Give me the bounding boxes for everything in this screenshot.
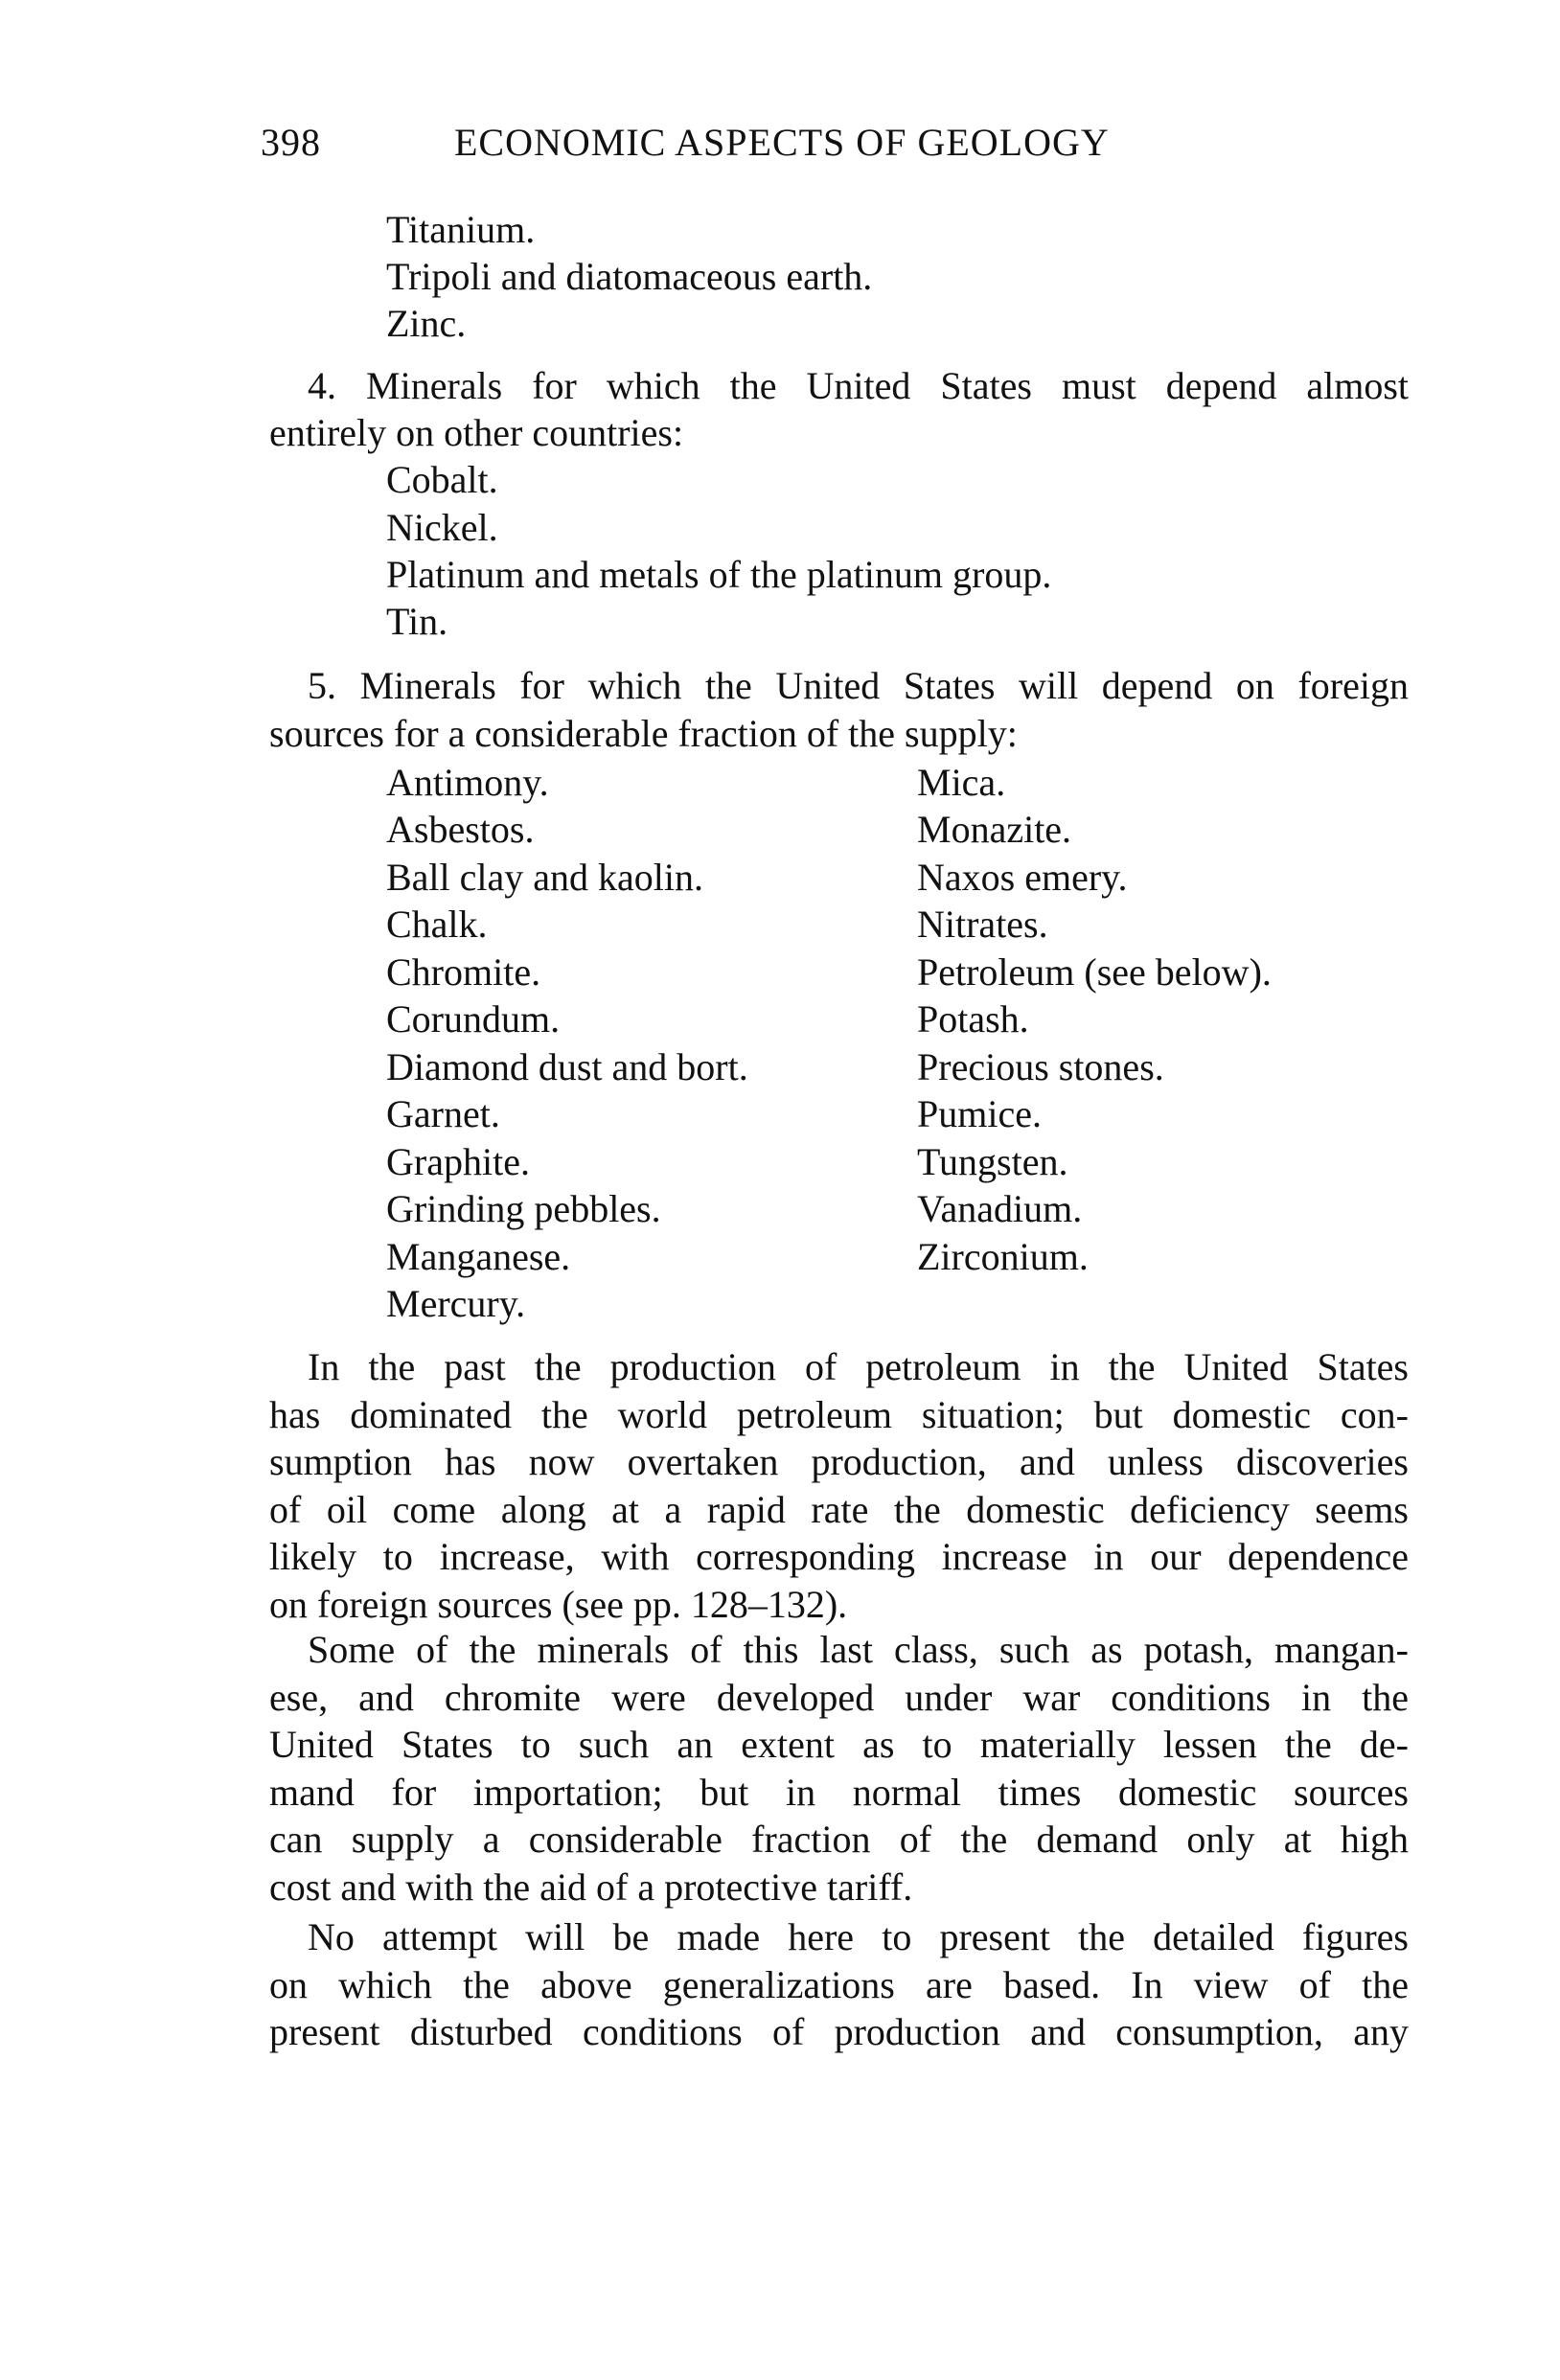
list-item: Monazite. (917, 808, 1072, 851)
paragraph-line: cost and with the aid of a protective tariff. (269, 1865, 913, 1909)
list-item: Garnet. (386, 1092, 500, 1135)
list-item: Vanadium. (917, 1187, 1083, 1230)
paragraph-line: likely to increase, with corresponding increase in our dependence (269, 1535, 1409, 1578)
list-item: Titanium. (386, 208, 536, 251)
paragraph-line: Some of the minerals of this last class, such as potash, mangan- (308, 1628, 1409, 1671)
list-item: Potash. (917, 997, 1029, 1041)
paragraph-line: on foreign sources (see pp. 128–132). (269, 1583, 848, 1626)
list-item: Cobalt. (386, 458, 498, 501)
list-item: Nickel. (386, 506, 498, 549)
paragraph-line: can supply a considerable fraction of the demand only at high (269, 1818, 1409, 1861)
paragraph-line: ese, and chromite were developed under war conditions in the (269, 1676, 1409, 1719)
page-number: 398 (261, 121, 321, 164)
paragraph-line: has dominated the world petroleum situation; but domestic con- (269, 1393, 1409, 1436)
list-item: Manganese. (386, 1235, 571, 1278)
paragraph-line: United States to such an extent as to materially lessen the de- (269, 1723, 1409, 1766)
list-item: Tungsten. (917, 1140, 1068, 1183)
paragraph-line: sumption has now overtaken production, and unless discoveries (269, 1440, 1409, 1483)
paragraph-line: In the past the production of petroleum in the United States (308, 1345, 1409, 1388)
list-item: Zirconium. (917, 1235, 1089, 1278)
list-item: Chalk. (386, 903, 488, 946)
section-heading-line: 5. Minerals for which the United States will depend on foreign (308, 664, 1409, 707)
list-item: Petroleum (see below). (917, 950, 1272, 994)
paragraph-line: present disturbed conditions of production and consumption, any (269, 2010, 1409, 2053)
list-item: Tripoli and diatomaceous earth. (386, 255, 873, 298)
list-item: Mercury. (386, 1282, 526, 1325)
list-item: Corundum. (386, 997, 561, 1041)
list-item: Zinc. (386, 302, 467, 345)
paragraph-line: of oil come along at a rapid rate the domestic deficiency seems (269, 1488, 1409, 1531)
list-item: Diamond dust and bort. (386, 1045, 748, 1088)
section-heading-line: entirely on other countries: (269, 411, 684, 454)
paragraph-line: on which the above generalizations are based. In view of the (269, 1963, 1409, 2006)
list-item: Graphite. (386, 1140, 530, 1183)
paragraph-line: No attempt will be made here to present the detailed figures (308, 1915, 1409, 1958)
list-item: Tin. (386, 600, 448, 643)
list-item: Platinum and metals of the platinum group. (386, 553, 1052, 596)
list-item: Mica. (917, 761, 1006, 804)
list-item: Chromite. (386, 950, 541, 994)
section-heading-line: 4. Minerals for which the United States must depend almost (308, 364, 1409, 407)
list-item: Precious stones. (917, 1045, 1164, 1088)
list-item: Asbestos. (386, 808, 535, 851)
running-title: ECONOMIC ASPECTS OF GEOLOGY (454, 121, 1110, 164)
paragraph-line: mand for importation; but in normal times domestic sources (269, 1771, 1409, 1814)
list-item: Ball clay and kaolin. (386, 856, 704, 899)
list-item: Antimony. (386, 761, 549, 804)
list-item: Pumice. (917, 1092, 1042, 1135)
list-item: Grinding pebbles. (386, 1187, 661, 1230)
section-heading-line: sources for a considerable fraction of the supply: (269, 712, 1018, 755)
list-item: Naxos emery. (917, 856, 1128, 899)
list-item: Nitrates. (917, 903, 1048, 946)
